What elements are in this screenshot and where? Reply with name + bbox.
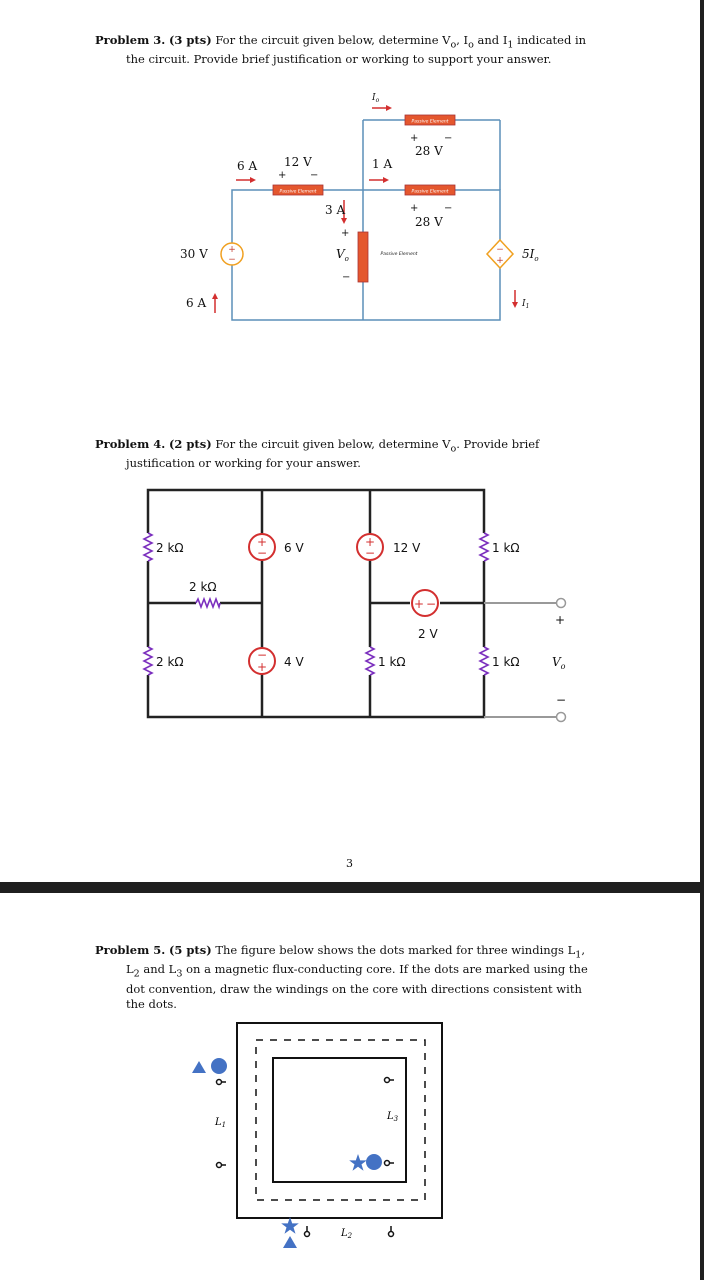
label-l3: $L_3$ bbox=[387, 1111, 399, 1123]
svg-text:−: − bbox=[556, 693, 567, 707]
svg-text:Passive Element: Passive Element bbox=[279, 189, 317, 195]
label-r-mid-bottom: 1 kΩ bbox=[378, 655, 406, 669]
svg-text:+: + bbox=[256, 535, 268, 549]
problem-5-statement: Problem 5. (5 pts) The figure below shows the dots marked for three windings $L_1$, $L_2$ and $L_3$ on a magnetic flux-conducting core. If the dots are marked using the dot convention, draw the windings on the core with directions consistent with the dots. bbox=[95, 943, 588, 1011]
svg-text:+: + bbox=[364, 535, 376, 549]
core-outer bbox=[237, 1023, 442, 1218]
voltage-source-2v bbox=[412, 590, 438, 616]
label-r-left-mid: 2 kΩ bbox=[189, 580, 217, 594]
page-number: 3 bbox=[346, 857, 353, 870]
label-r-right-bottom: 1 kΩ bbox=[492, 655, 520, 669]
label-28v-top: 28 V bbox=[415, 144, 443, 158]
resistor-left-mid bbox=[196, 599, 220, 607]
triangle-marker-l2 bbox=[283, 1236, 297, 1248]
svg-text:Passive Element: Passive Element bbox=[411, 189, 449, 195]
label-4v: 4 V bbox=[284, 655, 304, 669]
label-r-left-bottom: 2 kΩ bbox=[156, 655, 184, 669]
star-marker-l2 bbox=[281, 1217, 299, 1234]
star-marker-l3 bbox=[349, 1154, 367, 1171]
dot-marker-l3 bbox=[366, 1154, 382, 1170]
problem-4-points: (2 pts) bbox=[168, 437, 212, 451]
label-r-right-top: 1 kΩ bbox=[492, 541, 520, 555]
problem-3-statement: Problem 3. (3 pts) For the circuit given below, determine $V_o$, $I_o$ and $I_1$ indicated in the circuit. Provide brief justification or working to support your answer. bbox=[95, 33, 587, 67]
label-l2: $L_2$ bbox=[341, 1228, 353, 1240]
svg-text:+: + bbox=[413, 597, 425, 611]
problem-5-heading: Problem 5. bbox=[95, 943, 166, 957]
svg-text:+: + bbox=[278, 170, 287, 181]
svg-text:−: − bbox=[425, 597, 437, 611]
label-28v-mid: 28 V bbox=[415, 215, 443, 229]
label-12v: 12 V bbox=[284, 155, 312, 169]
voltage-source-4v bbox=[249, 648, 275, 674]
svg-text:+: + bbox=[410, 133, 419, 144]
problem-4-statement: Problem 4. (2 pts) For the circuit given below, determine $V_o$. Provide brief justification or working for your answer. bbox=[95, 437, 540, 471]
svg-text:−: − bbox=[444, 133, 453, 144]
label-3a: 3 A bbox=[325, 203, 346, 217]
magnetic-core-figure bbox=[0, 893, 700, 1280]
svg-text:+: + bbox=[496, 256, 504, 266]
page-2 bbox=[0, 893, 700, 1280]
label-2v: 2 V bbox=[418, 627, 438, 641]
svg-text:+: + bbox=[228, 245, 236, 255]
svg-text:−: − bbox=[342, 272, 351, 283]
triangle-marker-l1 bbox=[192, 1061, 206, 1073]
problem-5-points: (5 pts) bbox=[168, 943, 212, 957]
dot-marker-l1 bbox=[211, 1058, 227, 1074]
label-io: $I_o$ bbox=[372, 93, 380, 104]
svg-text:−: − bbox=[256, 546, 268, 560]
terminal-bottom bbox=[557, 713, 566, 722]
svg-text:−: − bbox=[496, 245, 504, 255]
svg-text:−: − bbox=[444, 203, 453, 214]
problem-3-heading: Problem 3. bbox=[95, 33, 166, 47]
svg-text:+: + bbox=[341, 228, 350, 239]
label-r-left-top: 2 kΩ bbox=[156, 541, 184, 555]
voltage-source-6v bbox=[249, 534, 275, 560]
voltage-source-12v bbox=[357, 534, 383, 560]
svg-text:Passive Element: Passive Element bbox=[411, 119, 449, 125]
svg-text:Passive Element: Passive Element bbox=[380, 252, 418, 257]
label-l1: $L_1$ bbox=[215, 1117, 227, 1129]
svg-text:−: − bbox=[310, 170, 319, 181]
label-6v: 6 V bbox=[284, 541, 304, 555]
svg-text:+: + bbox=[256, 660, 268, 674]
problem-4-heading: Problem 4. bbox=[95, 437, 166, 451]
label-dependent-5io: $5I_o$ bbox=[522, 247, 539, 263]
svg-text:+: + bbox=[410, 203, 419, 214]
svg-text:−: − bbox=[364, 546, 376, 560]
label-6a-top: 6 A bbox=[237, 159, 258, 173]
label-i1: $I_1$ bbox=[522, 299, 530, 310]
terminal-top bbox=[557, 599, 566, 608]
label-vo: $V_o$ bbox=[552, 655, 566, 671]
label-30v: 30 V bbox=[180, 247, 208, 261]
label-1a: 1 A bbox=[372, 157, 393, 171]
label-vo: $V_o$ bbox=[336, 247, 349, 263]
svg-text:−: − bbox=[256, 648, 268, 662]
flux-path bbox=[256, 1040, 425, 1200]
label-12v: 12 V bbox=[393, 541, 421, 555]
problem-3-points: (3 pts) bbox=[168, 33, 212, 47]
svg-text:+: + bbox=[555, 613, 566, 627]
svg-text:−: − bbox=[228, 255, 236, 265]
label-6a-left: 6 A bbox=[186, 296, 207, 310]
